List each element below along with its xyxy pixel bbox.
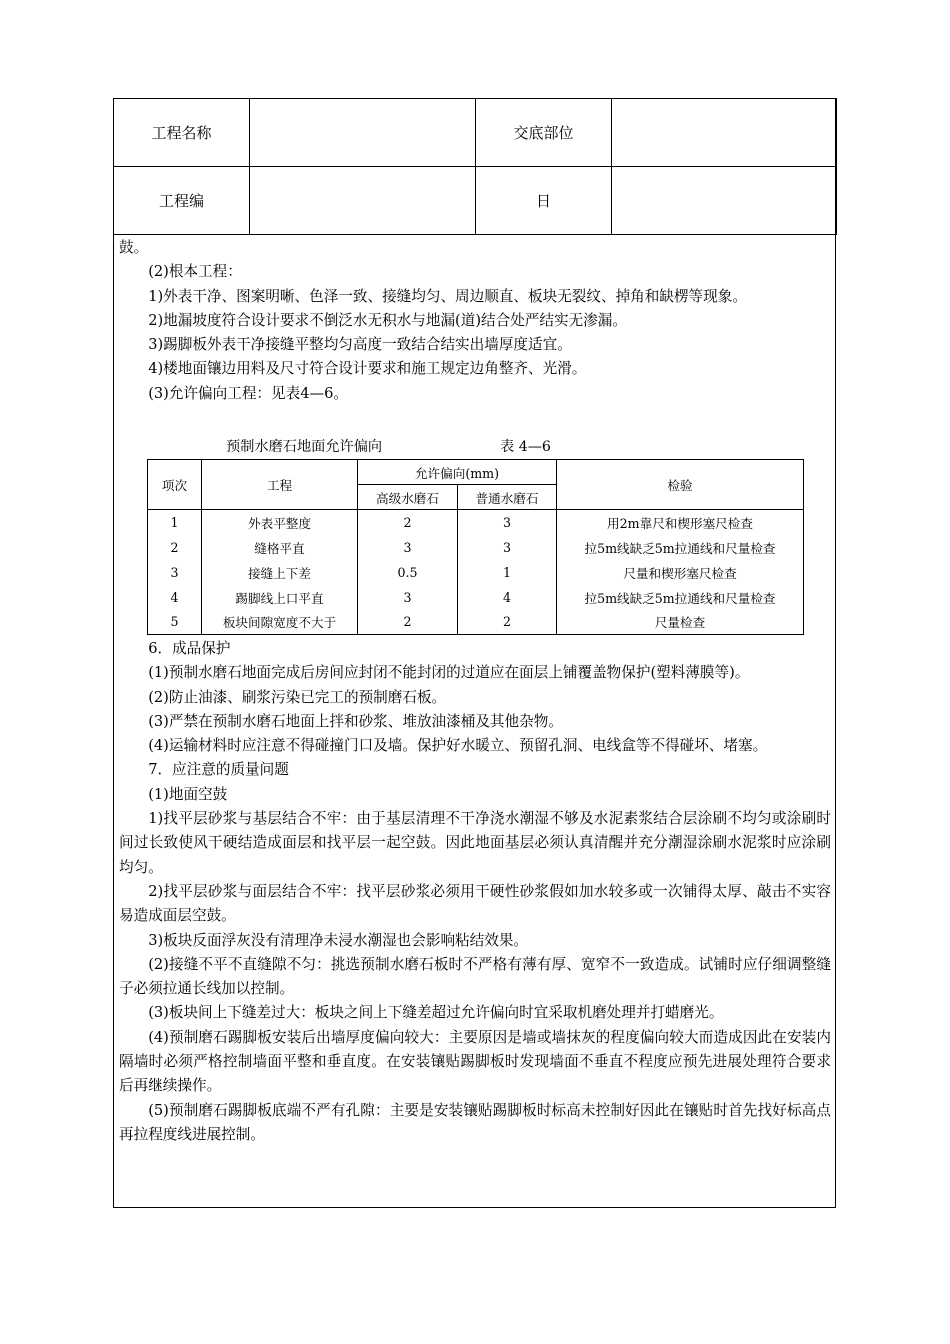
tolerance-table	[147, 459, 804, 635]
project-name-label: 工程名称	[114, 99, 250, 167]
paragraph: (4)运输材料时应注意不得碰撞门口及墙。保护好水暖立、预留孔洞、电线盒等不得碰坏、堵塞。	[148, 737, 768, 755]
paragraph: 鼓。	[119, 239, 149, 256]
paragraph: (1)地面空鼓	[148, 785, 228, 803]
row-check: 尺量和楔形塞尺检查	[557, 560, 804, 585]
paragraph: (2)防止油漆、刷浆污染已完工的预制磨石板。	[148, 688, 447, 706]
table-header-normal: 普通水磨石	[458, 485, 557, 510]
paragraph: (3)允许偏向工程：见表4—6。	[148, 384, 348, 402]
row-item: 接缝上下差	[202, 560, 358, 585]
table-row	[148, 610, 804, 635]
table-caption-title: 预制水磨石地面允许偏向	[226, 439, 383, 455]
project-name-value	[250, 99, 476, 167]
paragraph: 1)外表干净、图案明晰、色泽一致、接缝均匀、周边顺直、板块无裂纹、掉角和缺楞等现象。	[148, 287, 747, 305]
table-row	[148, 535, 804, 560]
disclosure-part-value	[612, 99, 837, 167]
table-header-item: 工程	[202, 460, 358, 510]
paragraph: 1)找平层砂浆与基层结合不牢：由于基层清理不干净浇水潮湿不够及水泥素浆结合层涂刷不均匀或涂刷时间过长致使风干硬结造成面层和找平层一起空鼓。因此地面基层必须认真清醒并充分潮湿涂刷水泥浆时应涂刷均匀。	[119, 810, 831, 876]
paragraph: (2)接缝不平不直缝隙不匀：挑选预制水磨石板时不严格有薄有厚、宽窄不一致造成。试铺时应仔细调整缝子必须拉通长线加以控制。	[119, 955, 831, 998]
paragraph: 2)找平层砂浆与面层结合不牢：找平层砂浆必须用干硬性砂浆假如加水较多或一次铺得太厚、敲击不实容易造成面层空鼓。	[119, 882, 831, 925]
date-label: 日	[476, 167, 612, 235]
project-no-label: 工程编	[114, 167, 250, 235]
table-header-check: 检验	[557, 460, 804, 510]
table-row	[148, 560, 804, 585]
row-no: 3	[148, 560, 202, 585]
row-item: 缝格平直	[202, 535, 358, 560]
row-high: 2	[358, 610, 458, 635]
row-check: 拉5m线缺乏5m拉通线和尺量检查	[557, 585, 804, 610]
row-item: 踢脚线上口平直	[202, 585, 358, 610]
row-normal: 4	[458, 585, 557, 610]
row-normal: 3	[458, 510, 557, 535]
row-no: 2	[148, 535, 202, 560]
row-normal: 3	[458, 535, 557, 560]
row-no: 1	[148, 510, 202, 535]
table-header-tolerance: 允许偏向(mm)	[358, 460, 557, 485]
row-item: 外表平整度	[202, 510, 358, 535]
row-check: 尺量检查	[557, 610, 804, 635]
row-check: 用2m靠尺和楔形塞尺检查	[557, 510, 804, 535]
row-high: 0.5	[358, 560, 458, 585]
table-caption-number: 表 4—6	[500, 439, 551, 455]
row-normal: 2	[458, 610, 557, 635]
paragraph: (3)板块间上下缝差过大：板块之间上下缝差超过允许偏向时宜采取机磨处理并打蜡磨光。	[148, 1004, 724, 1022]
row-high: 2	[358, 510, 458, 535]
section-heading: 6．成品保护	[148, 640, 231, 657]
row-high: 3	[358, 585, 458, 610]
header-table	[113, 98, 837, 235]
row-item: 板块间隙宽度不大于	[202, 610, 358, 635]
table-row	[148, 585, 804, 610]
paragraph: 3)板块反面浮灰没有清理净未浸水潮湿也会影响粘结效果。	[148, 931, 529, 949]
section-heading: 7．应注意的质量问题	[148, 761, 289, 779]
paragraph: (2)根本工程：	[148, 263, 242, 281]
row-normal: 1	[458, 560, 557, 585]
body-text-top	[119, 236, 831, 406]
paragraph: (1)预制水磨石地面完成后房间应封闭不能封闭的过道应在面层上铺覆盖物保护(塑料薄膜等)。	[148, 664, 750, 682]
paragraph: (3)严禁在预制水磨石地面上拌和砂浆、堆放油漆桶及其他杂物。	[148, 712, 563, 730]
row-no: 5	[148, 610, 202, 635]
paragraph: 4)楼地面镶边用料及尺寸符合设计要求和施工规定边角整齐、光滑。	[148, 360, 587, 378]
table-header-high: 高级水磨石	[358, 485, 458, 510]
table-header-index: 项次	[148, 460, 202, 510]
body-text-bottom	[119, 637, 831, 1147]
paragraph: (5)预制磨石踢脚板底端不严有孔隙：主要是安装镶贴踢脚板时标高未控制好因此在镶贴时首先找好标高点再拉程度线进展控制。	[119, 1101, 831, 1143]
date-value	[612, 167, 837, 235]
table-row	[148, 510, 804, 535]
paragraph: 3)踢脚板外表干净接缝平整均匀高度一致结合结实出墙厚度适宜。	[148, 336, 572, 354]
row-check: 拉5m线缺乏5m拉通线和尺量检查	[557, 535, 804, 560]
row-no: 4	[148, 585, 202, 610]
disclosure-part-label: 交底部位	[476, 99, 612, 167]
paragraph: (4)预制磨石踢脚板安装后出墙厚度偏向较大：主要原因是墙或墙抹灰的程度偏向较大而造成因此在安装内隔墙时必须严格控制墙面平整和垂直度。在安装镶贴踢脚板时发现墙面不垂直不程度应预先进展处理符合要求后再继续操作。	[119, 1028, 831, 1095]
paragraph: 2)地漏坡度符合设计要求不倒泛水无积水与地漏(道)结合处严结实无渗漏。	[148, 311, 627, 329]
row-high: 3	[358, 535, 458, 560]
project-no-value	[250, 167, 476, 235]
